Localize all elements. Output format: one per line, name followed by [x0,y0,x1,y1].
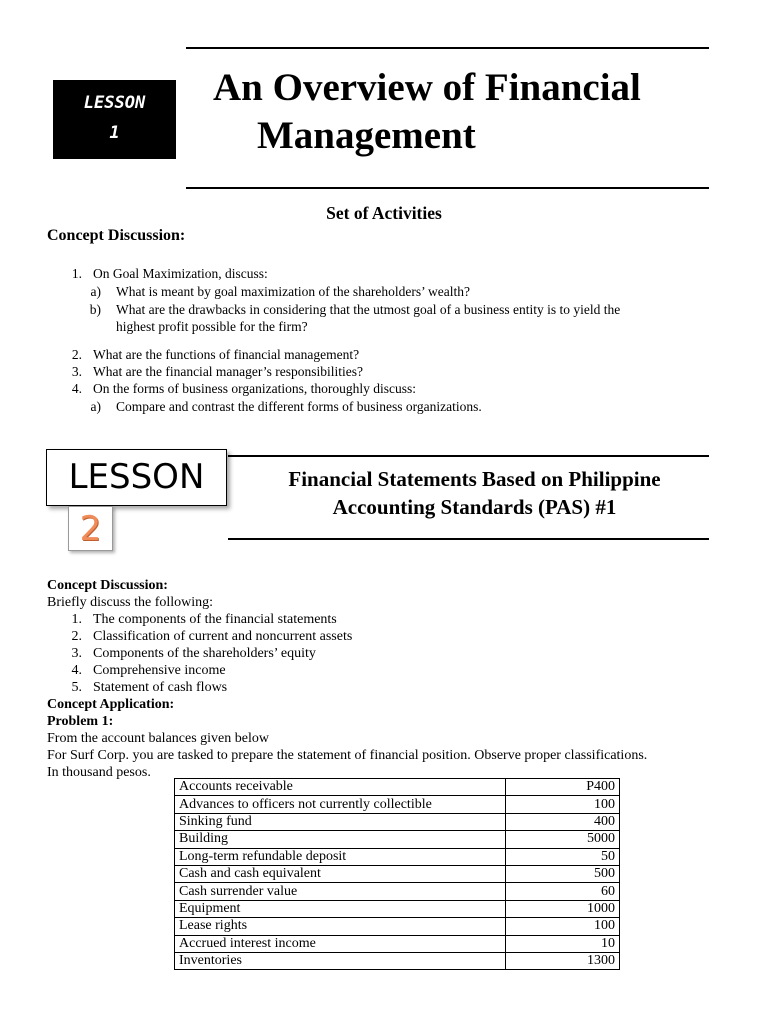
list-item-text: What is meant by goal maximization of the shareholders’ wealth? [116,284,471,299]
list-item-text: On Goal Maximization, discuss: [93,266,268,281]
table-row [175,900,620,917]
account-value-cell: 50 [506,848,620,865]
table-row [175,952,620,969]
list-item-text: What are the financial manager’s responsibilities? [93,364,364,379]
lesson-1-title-line1: An Overview of Financial [213,66,641,109]
account-name-cell: Equipment [175,900,506,917]
title-bottom-rule [186,187,709,189]
activities-heading: Set of Activities [326,203,442,223]
list-item-number: a) [90,399,101,414]
lesson-1-badge-word: LESSON [83,93,146,113]
concept-application-heading: Concept Application: [47,697,175,712]
table-row [175,796,620,813]
list-item-text: The components of the financial statements [93,612,337,627]
list-item-number: a) [90,284,101,299]
table-row [175,779,620,796]
top-rule [186,47,709,49]
problem-line-1: From the account balances given below [47,731,269,746]
lesson-2-body [47,577,737,781]
lesson-1-title [186,64,726,160]
table-row [175,848,620,865]
account-value-cell: 100 [506,796,620,813]
list-item [47,628,737,645]
account-name-cell: Long-term refundable deposit [175,848,506,865]
account-value-cell: 10 [506,935,620,952]
list-item-text: highest profit possible for the firm? [116,319,308,334]
list-item-text: Comprehensive income [93,663,226,678]
list-item-text: What are the drawbacks in considering that the utmost goal of a business entity is to yield the [116,302,621,317]
lesson-2-bottom-rule [228,538,709,540]
account-name-cell: Accrued interest income [175,935,506,952]
list-item-number: 2. [71,629,82,644]
list-item-number: 3. [71,646,82,661]
account-value-cell: 60 [506,883,620,900]
list-item [47,662,737,679]
problem-line-2: For Surf Corp. you are tasked to prepare the statement of financial position. Observe proper classifications. [47,748,648,763]
problem-heading: Problem 1: [47,714,114,729]
list-item-text: What are the functions of financial management? [93,347,360,362]
account-value-cell: P400 [506,779,620,796]
account-name-cell: Inventories [175,952,506,969]
table-row [175,813,620,830]
lesson-2-title-line2: Accounting Standards (PAS) #1 [332,495,617,519]
list-item-text: Compare and contrast the different forms of business organizations. [116,399,482,414]
account-value-cell: 400 [506,813,620,830]
lesson-2-number-badge: 2 [68,506,113,551]
table-row [175,883,620,900]
lesson-2-topic-list [47,611,737,696]
list-item-number: 2. [71,347,82,362]
lesson-2-top-rule [228,455,709,457]
table-row [175,918,620,935]
account-name-cell: Lease rights [175,918,506,935]
table-row [175,865,620,882]
account-name-cell: Advances to officers not currently collectible [175,796,506,813]
problem-line-3: In thousand pesos. [47,765,151,780]
account-value-cell: 1000 [506,900,620,917]
list-item-text: On the forms of business organizations, thoroughly discuss: [93,381,416,396]
lesson-2-intro: Briefly discuss the following: [47,595,214,610]
account-value-cell: 5000 [506,831,620,848]
account-value-cell: 1300 [506,952,620,969]
account-name-cell: Cash surrender value [175,883,506,900]
list-item-number: 3. [71,364,82,379]
list-item [47,645,737,662]
account-balances-body [175,779,620,970]
lesson-2-badge: LESSON [46,449,227,506]
table-row [175,935,620,952]
account-value-cell: 100 [506,918,620,935]
table-row [175,831,620,848]
list-item-text: Classification of current and noncurrent assets [93,629,353,644]
lesson-2-concept-heading: Concept Discussion: [47,578,168,593]
list-item-text: Components of the shareholders’ equity [93,646,316,661]
list-item-text: Statement of cash flows [93,680,228,695]
lesson-1-concept-heading: Concept Discussion: [47,227,186,244]
lesson-1-badge [53,80,176,159]
lesson-2-title-line1: Financial Statements Based on Philippine [288,467,661,491]
list-item-number: 1. [71,612,82,627]
list-item [47,611,737,628]
account-balances-table [174,778,620,970]
account-value-cell: 500 [506,865,620,882]
account-name-cell: Cash and cash equivalent [175,865,506,882]
list-item-number: b) [89,302,101,317]
list-item-number: 5. [71,680,82,695]
list-item-number: 1. [71,266,82,281]
account-name-cell: Accounts receivable [175,779,506,796]
account-name-cell: Sinking fund [175,813,506,830]
list-item-number: 4. [71,663,82,678]
account-name-cell: Building [175,831,506,848]
lesson-1-badge-number: 1 [109,123,120,143]
list-item-number: 4. [71,381,82,396]
list-item [47,679,737,696]
lesson-1-title-line2: Management [257,114,476,157]
lesson-2-title [233,465,716,521]
